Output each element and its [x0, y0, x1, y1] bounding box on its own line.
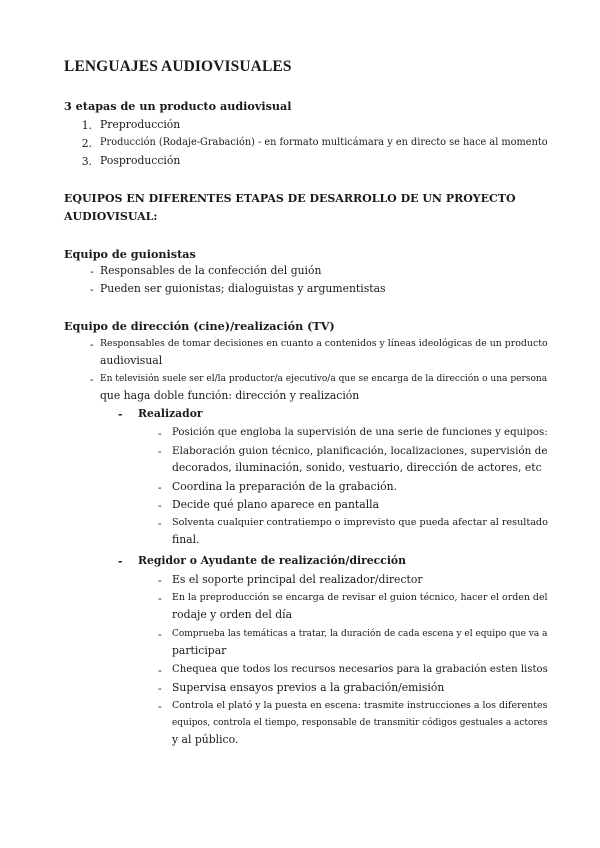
- stages-heading: 3 etapas de un producto audiovisual: [64, 99, 292, 113]
- list-item-continuation: que haga doble función: dirección y realización: [100, 389, 360, 402]
- list-item: Supervisa ensayos previos a la grabación/emisión: [172, 681, 445, 694]
- list-number: 3.: [81, 155, 92, 168]
- teams-heading-line1: EQUIPOS EN DIFERENTES ETAPAS DE DESARROLLO DE UN PROYECTO: [64, 192, 516, 205]
- list-item: Responsables de la confección del guión: [100, 264, 322, 277]
- list-item: Posproducción: [100, 154, 181, 167]
- list-item-continuation: final.: [172, 533, 200, 546]
- dash-bullet: -: [118, 555, 123, 568]
- list-item: Coordina la preparación de la grabación.: [172, 480, 398, 493]
- list-item-continuation: decorados, iluminación, sonido, vestuario, dirección de actores, etc: [172, 461, 542, 474]
- list-item-continuation: rodaje y orden del día: [172, 608, 293, 621]
- regidor-heading: Regidor o Ayudante de realización/dirección: [138, 554, 406, 567]
- list-item-continuation: participar: [172, 644, 227, 657]
- list-item-continuation: audiovisual: [100, 354, 163, 367]
- list-item-continuation: equipos, controla el tiempo, responsable de transmitir códigos gestuales a actores: [172, 718, 548, 728]
- list-item: Chequea que todos los recursos necesarios para la grabación esten listos: [172, 664, 548, 675]
- dash-bullet: -: [158, 427, 162, 440]
- guionistas-heading: Equipo de guionistas: [64, 247, 196, 261]
- list-item: Decide qué plano aparece en pantalla: [172, 498, 380, 511]
- list-item: Solventa cualquier contratiempo o imprevisto que pueda afectar al resultado: [172, 517, 548, 528]
- dash-bullet: -: [158, 664, 162, 677]
- dash-bullet: -: [90, 338, 94, 351]
- dash-bullet: -: [158, 481, 162, 494]
- list-item: Es el soporte principal del realizador/director: [172, 573, 423, 586]
- realizador-heading: Realizador: [138, 407, 203, 420]
- list-number: 1.: [81, 119, 92, 132]
- list-item: Producción (Rodaje-Grabación) - en formato multicámara y en directo se hace al momento: [100, 137, 548, 148]
- list-item: Responsables de tomar decisiones en cuanto a contenidos y líneas ideológicas de un producto: [100, 338, 548, 349]
- teams-heading-line2: AUDIOVISUAL:: [64, 210, 158, 223]
- dash-bullet: -: [158, 682, 162, 695]
- dash-bullet: -: [158, 574, 162, 587]
- direccion-heading: Equipo de dirección (cine)/realización (TV): [64, 319, 335, 333]
- list-item: Posición que engloba la supervisión de una serie de funciones y equipos:: [172, 427, 548, 438]
- page-title: LENGUAJES AUDIOVISUALES: [64, 58, 292, 75]
- dash-bullet: -: [158, 628, 162, 641]
- dash-bullet: -: [158, 445, 162, 458]
- list-item: Elaboración guion técnico, planificación, localizaciones, supervisión de: [172, 445, 548, 457]
- dash-bullet: -: [158, 700, 162, 713]
- list-item: En televisión suele ser el/la productor/a ejecutivo/a que se encarga de la dirección o una persona: [100, 374, 548, 384]
- dash-bullet: -: [90, 265, 94, 278]
- list-item: Pueden ser guionistas; dialoguistas y argumentistas: [100, 282, 386, 295]
- list-item: Controla el plató y la puesta en escena: trasmite instrucciones a los diferentes: [172, 700, 548, 711]
- list-item: En la preproducción se encarga de revisar el guion técnico, hacer el orden del: [172, 592, 548, 603]
- list-item: Comprueba las temáticas a tratar, la duración de cada escena y el equipo que va a: [172, 629, 548, 639]
- dash-bullet: -: [90, 373, 94, 386]
- list-item: Preproducción: [100, 118, 181, 131]
- list-item-continuation: y al público.: [172, 733, 239, 746]
- list-number: 2.: [81, 137, 92, 150]
- dash-bullet: -: [158, 592, 162, 605]
- dash-bullet: -: [118, 408, 123, 421]
- dash-bullet: -: [158, 499, 162, 512]
- dash-bullet: -: [158, 517, 162, 530]
- dash-bullet: -: [90, 283, 94, 296]
